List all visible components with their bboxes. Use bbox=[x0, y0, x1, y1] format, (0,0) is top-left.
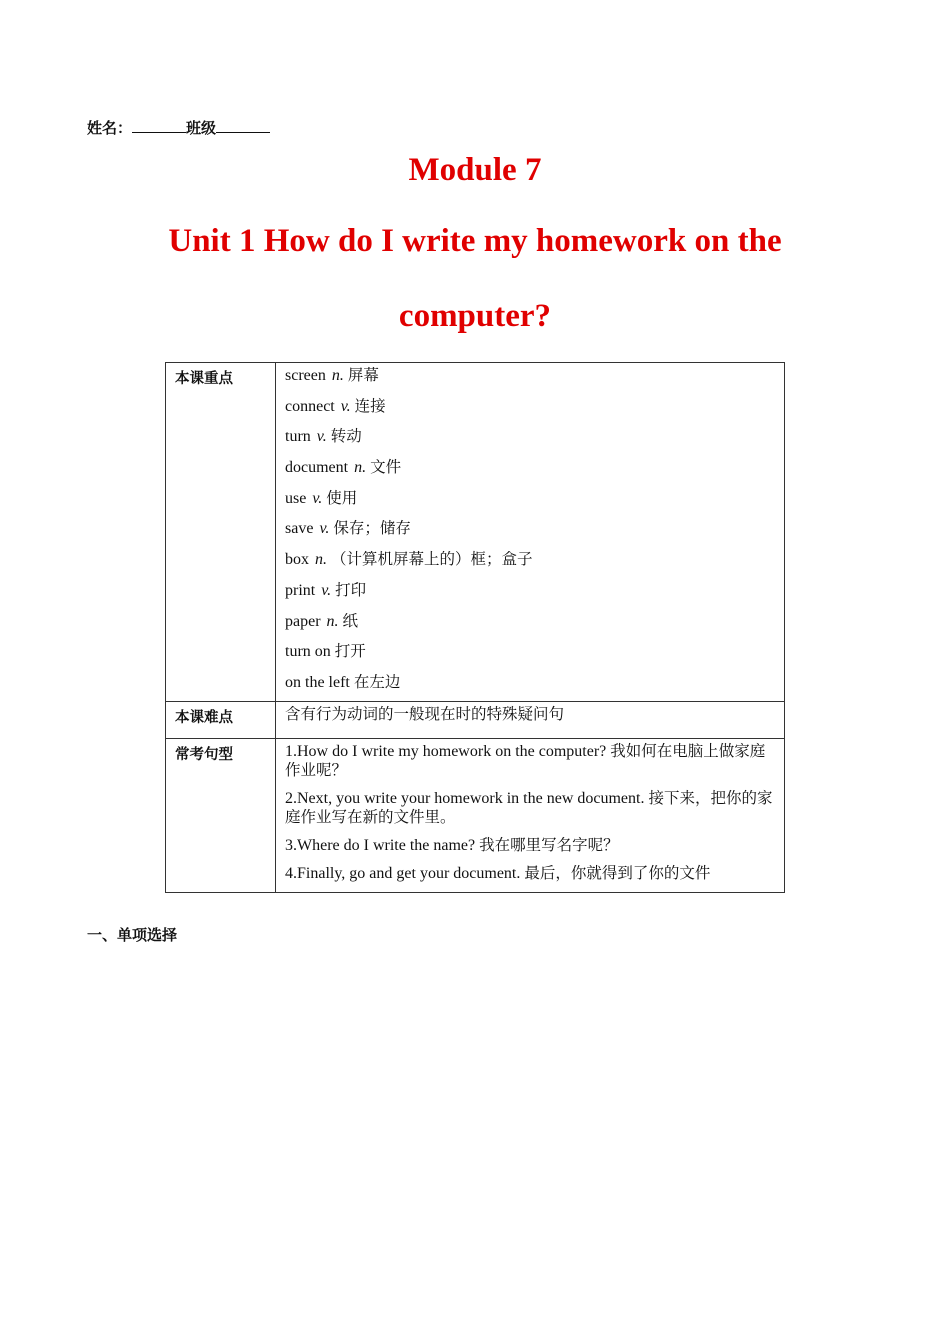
sentence-item: 4.Finally, go and get your document. 最后，你就得到了你的文件 bbox=[285, 863, 711, 882]
vocab-item: screen n. 屏幕 bbox=[285, 366, 379, 384]
key-points-row bbox=[166, 363, 785, 702]
name-blank[interactable] bbox=[132, 118, 186, 133]
difficulty-text: 含有行为动词的一般现在时的特殊疑问句 bbox=[285, 704, 565, 723]
section-heading: 一、单项选择 bbox=[87, 926, 178, 944]
vocab-item: save v. 保存；储存 bbox=[285, 519, 411, 538]
key-points-label: 本课重点 bbox=[166, 363, 276, 702]
class-blank[interactable] bbox=[216, 118, 270, 133]
vocab-item: on the left 在左边 bbox=[285, 672, 401, 691]
vocab-item: paper n. 纸 bbox=[285, 611, 359, 630]
vocab-item: print v. 打印 bbox=[285, 580, 367, 599]
vocab-list bbox=[276, 363, 785, 702]
unit-title-line1: Unit 1 How do I write my homework on the bbox=[168, 223, 782, 259]
difficulty-label: 本课难点 bbox=[166, 701, 276, 738]
vocab-item: document n. 文件 bbox=[285, 458, 402, 477]
vocab-item: connect v. 连接 bbox=[285, 396, 386, 415]
sentences-label: 常考句型 bbox=[166, 738, 276, 892]
vocab-item: turn on 打开 bbox=[285, 642, 366, 661]
sentence-item: 1.How do I write my homework on the computer? 我如何在电脑上做家庭作业呢？ bbox=[285, 741, 766, 779]
vocab-item: box n. （计算机屏幕上的）框；盒子 bbox=[285, 550, 533, 569]
lesson-summary-table bbox=[165, 362, 785, 893]
name-label: 姓名： bbox=[87, 119, 133, 137]
module-title: Module 7 bbox=[408, 152, 542, 188]
name-class-line bbox=[87, 117, 270, 138]
vocab-item: use v. 使用 bbox=[285, 488, 358, 507]
class-label: 班级 bbox=[186, 119, 217, 137]
sentence-item: 2.Next, you write your homework in the new document. 接下来，把你的家庭作业写在新的文件里。 bbox=[285, 788, 773, 826]
sentence-item: 3.Where do I write the name? 我在哪里写名字呢？ bbox=[285, 835, 619, 854]
sentences-row bbox=[166, 738, 785, 892]
sentence-list bbox=[276, 738, 785, 892]
vocab-item: turn v. 转动 bbox=[285, 427, 362, 446]
unit-title-line2: computer? bbox=[398, 298, 552, 334]
difficulty-row bbox=[166, 701, 785, 738]
